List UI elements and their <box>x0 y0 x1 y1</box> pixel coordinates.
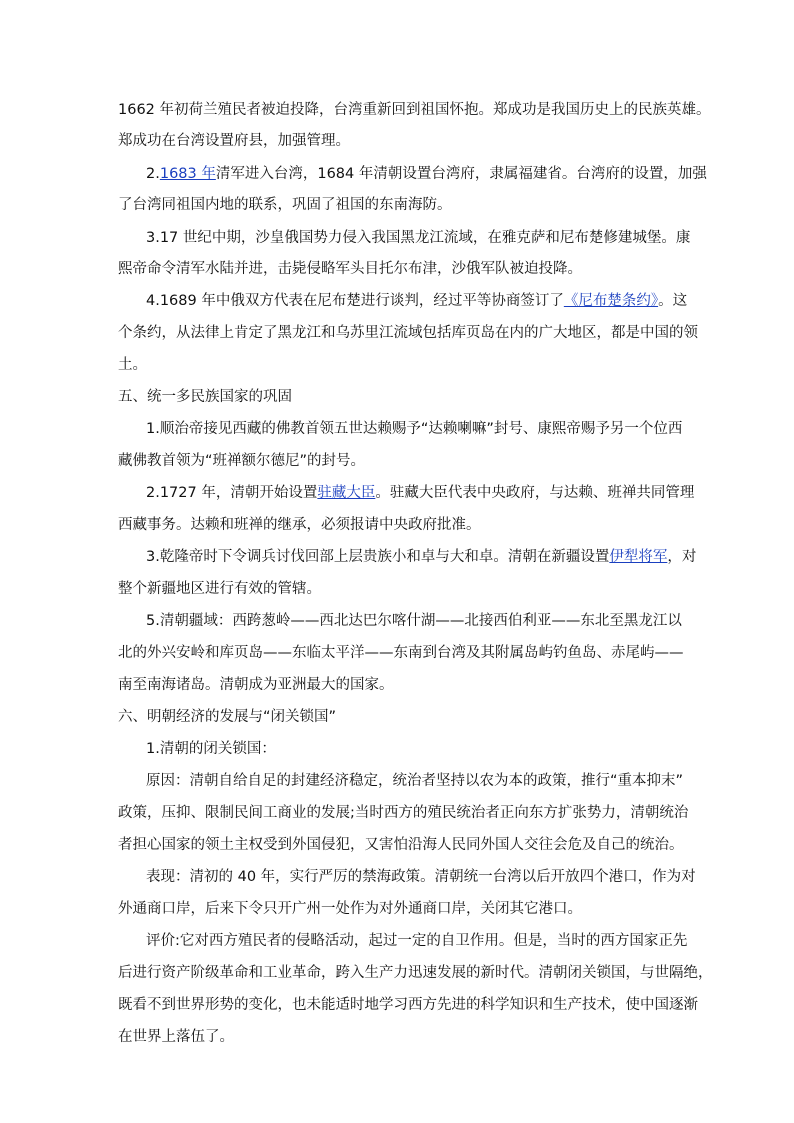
text-line: 原因：清朝自给自足的封建经济稳定，统治者坚持以农为本的政策，推行“重本抑末” <box>146 773 684 789</box>
link-treaty-nerchinsk[interactable]: 《尼布楚条约》 <box>563 293 659 309</box>
text-line: 5.清朝疆域：西跨葱岭——西北达巴尔喀什湖——北接西伯利亚——东北至黑龙江以 <box>146 613 682 629</box>
text-line: 1.顺治帝接见西藏的佛教首领五世达赖赐予“达赖喇嘛”封号、康熙帝赐予另一个位西 <box>146 421 683 437</box>
section-heading: 五、统一多民族国家的巩固 <box>118 389 292 405</box>
text-line: 北的外兴安岭和库页岛——东临太平洋——东南到台湾及其附属岛屿钓鱼岛、赤尾屿—— <box>118 645 684 661</box>
text-line: 既看不到世界形势的变化，也未能适时地学习西方先进的科学知识和生产技术，使中国逐渐 <box>118 997 698 1013</box>
text-line: 评价:它对西方殖民者的侵略活动，起过一定的自卫作用。但是，当时的西方国家正先 <box>146 933 688 949</box>
text-line: 表现：清初的 40 年，实行严厉的禁海政策。清朝统一台湾以后开放四个港口，作为对 <box>146 869 696 885</box>
text-line: 南至南海诸岛。清朝成为亚洲最大的国家。 <box>118 677 394 693</box>
text-line: 4.1689 年中俄双方代表在尼布楚进行谈判，经过平等协商签订了《尼布楚条约》。这 <box>146 293 688 309</box>
text-line: 政策，压抑、限制民间工商业的发展;当时西方的殖民统治者正向东方扩张势力，清朝统治 <box>118 805 689 821</box>
text-line: 3.17 世纪中期，沙皇俄国势力侵入我国黑龙江流域，在雅克萨和尼布楚修建城堡。康 <box>146 230 691 246</box>
text-line: 者担心国家的领土主权受到外国侵犯，又害怕沿海人民同外国人交往会危及自己的统治。 <box>118 837 684 853</box>
text-line: 2.1727 年，清朝开始设置驻藏大臣。驻藏大臣代表中央政府，与达赖、班禅共同管理 <box>146 485 695 501</box>
text-line: 土。 <box>118 357 147 373</box>
link-ili-general[interactable]: 伊犁将军 <box>609 549 668 565</box>
text-line: 郑成功在台湾设置府县，加强管理。 <box>118 133 350 149</box>
link-1683[interactable]: 1683 年 <box>159 166 216 182</box>
text-line: 1.清朝的闭关锁国： <box>146 741 276 757</box>
text-line: 在世界上落伍了。 <box>118 1029 234 1045</box>
link-amban[interactable]: 驻藏大臣 <box>317 485 376 501</box>
text-line: 个条约，从法律上肯定了黑龙江和乌苏里江流域包括库页岛在内的广大地区，都是中国的领 <box>118 325 698 341</box>
text-line: 西藏事务。达赖和班禅的继承，必须报请中央政府批准。 <box>118 517 481 533</box>
text-line: 2.1683 年清军进入台湾，1684 年清朝设置台湾府，隶属福建省。台湾府的设置，加强 <box>146 166 707 182</box>
text-line: 3.乾隆帝时下令调兵讨伐回部上层贵族小和卓与大和卓。清朝在新疆设置伊犁将军，对 <box>146 549 697 565</box>
section-heading: 六、明朝经济的发展与“闭关锁国” <box>118 709 337 725</box>
text-line: 1662 年初荷兰殖民者被迫投降，台湾重新回到祖国怀抱。郑成功是我国历史上的民族英雄。 <box>118 102 711 118</box>
text-line: 了台湾同祖国内地的联系，巩固了祖国的东南海防。 <box>118 197 452 213</box>
text-line: 藏佛教首领为“班禅额尔德尼”的封号。 <box>118 453 366 469</box>
text-line: 后进行资产阶级革命和工业革命，跨入生产力迅速发展的新时代。清朝闭关锁国，与世隔绝， <box>118 965 713 981</box>
text-line: 熙帝命令清军水陆并进，击毙侵略军头目托尔布津，沙俄军队被迫投降。 <box>118 261 582 277</box>
text-line: 整个新疆地区进行有效的管辖。 <box>118 581 321 597</box>
text-line: 外通商口岸，后来下令只开广州一处作为对外通商口岸，关闭其它港口。 <box>118 901 582 917</box>
